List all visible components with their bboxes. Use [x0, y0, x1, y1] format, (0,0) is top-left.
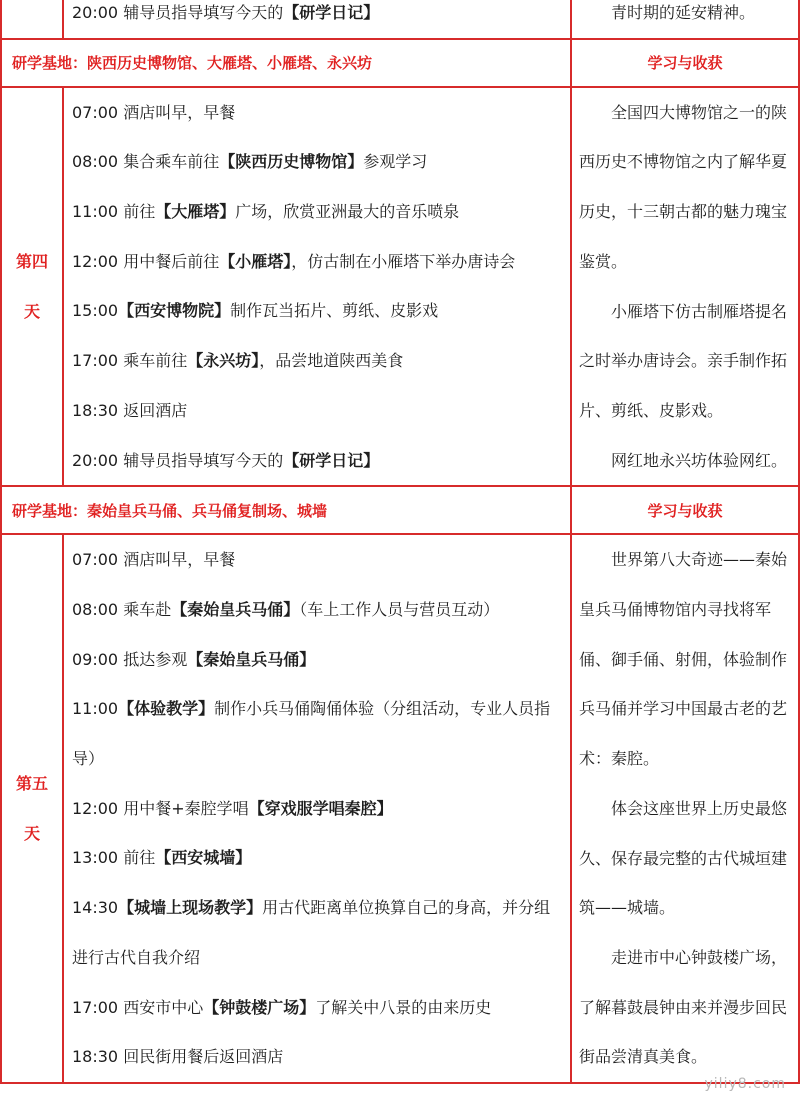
day5-gains	[571, 534, 799, 1083]
schedule-line: 11:00 前往【大雁塔】广场，欣赏亚洲最大的音乐喷泉	[72, 202, 460, 222]
prev-day-schedule	[63, 0, 571, 39]
schedule-line: 17:00 西安市中心【钟鼓楼广场】了解关中八景的由来历史	[72, 997, 492, 1017]
gain-paragraph: 走进市中心钟鼓楼广场，了解暮鼓晨钟由来并漫步回民街品尝清真美食。	[579, 947, 788, 1067]
gain-paragraph: 小雁塔下仿古制雁塔提名之时举办唐诗会。亲手制作拓片、剪纸、皮影戏。	[579, 301, 788, 420]
day5-base-header	[1, 486, 799, 534]
day4-base-header	[1, 39, 799, 87]
prev-day-gain: 青时期的延安精神。	[571, 0, 799, 39]
schedule-line: 07:00 酒店叫早，早餐	[72, 102, 236, 122]
schedule-line: 08:00 集合乘车前往【陕西历史博物馆】参观学习	[72, 152, 428, 172]
gain-paragraph: 全国四大博物馆之一的陕西历史不博物馆之内了解华夏历史，十三朝古都的魅力瑰宝鉴赏。	[579, 102, 788, 271]
schedule-line: 17:00 乘车前往【永兴坊】，品尝地道陕西美食	[72, 351, 404, 371]
day5-schedule	[63, 534, 571, 1083]
day4-label: 第四 天	[1, 87, 63, 487]
schedule-line: 12:00 用中餐+秦腔学唱【穿戏服学唱秦腔】	[72, 798, 393, 818]
schedule-line: 18:30 回民街用餐后返回酒店	[72, 1047, 284, 1067]
day4-row	[1, 87, 799, 487]
prev-day-tail-row	[1, 0, 799, 39]
schedule-line: 11:00【体验教学】制作小兵马俑陶俑体验（分组活动，专业人员指	[72, 699, 551, 719]
gain-paragraph: 网红地永兴坊体验网红。	[611, 450, 788, 470]
day5-gain-header: 学习与收获	[571, 486, 799, 534]
day5-row	[1, 534, 799, 1083]
watermark: yiliy8.com	[704, 1076, 786, 1092]
schedule-line: 15:00【西安博物院】制作瓦当拓片、剪纸、皮影戏	[72, 301, 439, 321]
day4-base-label: 研学基地：陕西历史博物馆、大雁塔、小雁塔、永兴坊	[1, 39, 571, 87]
schedule-line: 20:00 辅导员指导填写今天的【研学日记】	[72, 450, 380, 470]
day4-gain-header: 学习与收获	[571, 39, 799, 87]
schedule-line: 14:30【城墙上现场教学】用古代距离单位换算自己的身高，并分组	[72, 898, 551, 918]
schedule-line: 12:00 用中餐后前往【小雁塔】，仿古制在小雁塔下举办唐诗会	[72, 251, 516, 271]
schedule-line: 08:00 乘车赴【秦始皇兵马俑】（车上工作人员与营员互动）	[72, 600, 500, 620]
day5-label: 第五 天	[1, 534, 63, 1083]
schedule-line: 07:00 酒店叫早，早餐	[72, 550, 236, 570]
gain-paragraph: 世界第八大奇迹——秦始皇兵马俑博物馆内寻找将军俑、御手俑、射佣，体验制作兵马俑并学习中国最古老的艺术：秦腔。	[579, 550, 788, 769]
schedule-line: 09:00 抵达参观【秦始皇兵马俑】	[72, 649, 316, 669]
schedule-line-cont: 进行古代自我介绍	[72, 947, 201, 967]
schedule-line-cont: 导）	[72, 749, 105, 769]
schedule-line: 20:00 辅导员指导填写今天的【研学日记】	[72, 3, 380, 22]
gain-paragraph: 体会这座世界上历史最悠久、保存最完整的古代城垣建筑——城墙。	[579, 798, 788, 918]
prev-day-cell	[1, 0, 63, 39]
day4-schedule	[63, 87, 571, 487]
day5-base-label: 研学基地：秦始皇兵马俑、兵马俑复制场、城墙	[1, 486, 571, 534]
schedule-line: 13:00 前往【西安城墙】	[72, 848, 252, 868]
day4-gains	[571, 87, 799, 487]
schedule-line: 18:30 返回酒店	[72, 400, 188, 420]
